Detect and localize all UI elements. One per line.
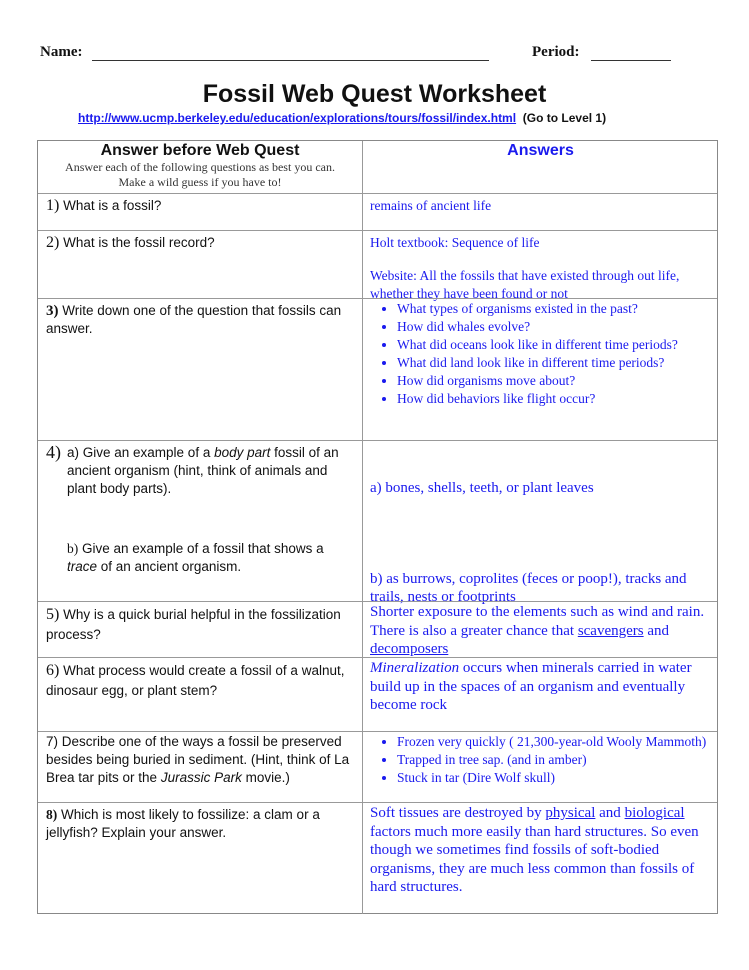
question-8: [38, 803, 363, 914]
question-text: Give an example of a fossil that shows a: [78, 541, 324, 556]
left-subheading-1: Answer each of the following questions as best you can.: [65, 160, 335, 174]
answer-text: Soft tissues are destroyed by: [370, 805, 546, 821]
question-number: 6): [46, 662, 60, 679]
question-7: [38, 732, 363, 803]
question-emphasis: trace: [67, 559, 98, 574]
table-row: [38, 731, 717, 803]
answer-text: occurs when minerals carried in water build up in the spaces of an organism and eventually become rock: [370, 660, 692, 713]
answer-2: [364, 231, 717, 299]
answer-text: Shorter exposure to the elements such as wind and rain. There is also a greater chance that: [370, 604, 705, 639]
question-text: What process would create a fossil of a walnut, dinosaur egg, or plant stem?: [46, 663, 345, 698]
table-row: [38, 657, 717, 732]
question-text: of an ancient organism.: [97, 559, 242, 574]
answer-underlined: scavengers: [577, 622, 644, 639]
question-label: b): [67, 541, 79, 556]
question-text: a) Give an example of a: [67, 445, 215, 460]
name-blank[interactable]: [92, 60, 489, 61]
name-label: Name:: [40, 44, 83, 60]
table-row: [38, 802, 717, 914]
question-number: 1): [46, 197, 60, 214]
table-row: [38, 193, 717, 231]
answer-6: [364, 658, 717, 732]
right-header-cell: [364, 141, 717, 193]
list-item: • Frozen very quickly ( 21,300-year-old Wooly Mammoth): [397, 733, 711, 751]
question-emphasis: body part: [214, 445, 271, 460]
list-item: • How did organisms move about?: [397, 372, 711, 390]
website-link[interactable]: http://www.ucmp.berkeley.edu/education/explorations/tours/fossil/index.html: [78, 111, 517, 125]
list-item: • Trapped in tree sap. (and in amber): [397, 751, 711, 769]
answer-underlined: decomposers: [370, 641, 449, 657]
answer-underlined: biological: [624, 805, 685, 821]
question-text: fossil of an ancient organism (hint, think of animals and plant body parts).: [67, 445, 339, 496]
answer-7: [364, 732, 717, 803]
question-3: [38, 299, 363, 441]
answer-4b: b) as burrows, coprolites (feces or poop!), tracks and trails, nests or footprints: [370, 570, 687, 605]
question-text: 7) Describe one of the ways a fossil be preserved besides being buried in sediment. (Hint, think of La Brea tar pits or the: [46, 734, 350, 785]
answer-text: and: [595, 805, 625, 821]
table-row: [38, 298, 717, 441]
left-subheading-2: Make a wild guess if you have to!: [118, 175, 282, 189]
list-item: • What did oceans look like in different time periods?: [397, 336, 711, 354]
question-text: movie.): [241, 770, 290, 785]
question-4b: [46, 540, 354, 576]
answer-2-textbook: Holt textbook: Sequence of life: [370, 235, 540, 250]
question-number: 8): [46, 807, 58, 822]
answer-emphasis: Mineralization: [370, 660, 460, 676]
worksheet-table: [37, 140, 718, 914]
answer-1: remains of ancient life: [370, 198, 492, 213]
answer-5: [364, 602, 717, 658]
question-number: 5): [46, 606, 60, 623]
answer-3: [364, 299, 717, 441]
answer-3-list: [370, 300, 711, 408]
period-blank[interactable]: [591, 60, 671, 61]
question-5: [38, 602, 363, 658]
answer-4a: a) bones, shells, teeth, or plant leaves: [370, 480, 594, 496]
list-item: • What did land look like in different time periods?: [397, 354, 711, 372]
answer-text: and: [643, 622, 670, 639]
answer-2-website: Website: All the fossils that have existed through out life, whether they have been found or not: [370, 268, 680, 301]
answer-7-list: [370, 733, 711, 787]
question-text: Which is most likely to fossilize: a clam or a jellyfish? Explain your answer.: [46, 807, 320, 840]
question-text: Why is a quick burial helpful in the fossilization process?: [46, 607, 341, 642]
answer-underlined: physical: [545, 805, 596, 821]
question-text: What is a fossil?: [59, 198, 162, 213]
table-row: [38, 601, 717, 658]
question-number: 2): [46, 234, 60, 251]
list-item: • Stuck in tar (Dire Wolf skull): [397, 769, 711, 787]
question-number: 4): [46, 442, 61, 462]
period-label: Period:: [532, 44, 580, 60]
question-4: [38, 441, 363, 602]
question-6: [38, 658, 363, 732]
answers-heading: Answers: [507, 142, 574, 159]
answer-text: factors much more easily than hard structures. So even though we sometimes find fossils of soft-bodied organisms, they are much less common than fossils of hard structures.: [370, 823, 699, 895]
list-item: • How did behaviors like flight occur?: [397, 390, 711, 408]
answer-4: [364, 441, 717, 605]
url-note: (Go to Level 1): [522, 111, 607, 125]
question-emphasis: Jurassic Park: [160, 770, 242, 785]
question-number: 3): [46, 303, 59, 319]
question-1: [38, 194, 363, 231]
url-row: [78, 111, 606, 125]
question-text: What is the fossil record?: [59, 235, 215, 250]
table-header-row: [38, 141, 717, 193]
question-text: Write down one of the question that fossils can answer.: [46, 303, 342, 336]
question-2: [38, 231, 363, 299]
answer-8: [364, 803, 717, 914]
list-item: • What types of organisms existed in the past?: [397, 300, 711, 318]
list-item: • How did whales evolve?: [397, 318, 711, 336]
table-row: [38, 440, 717, 605]
left-heading: Answer before Web Quest: [100, 142, 300, 159]
table-row: [38, 230, 717, 299]
left-header-cell: [38, 141, 363, 193]
question-4a: [46, 444, 354, 498]
page-title: Fossil Web Quest Worksheet: [202, 80, 547, 108]
